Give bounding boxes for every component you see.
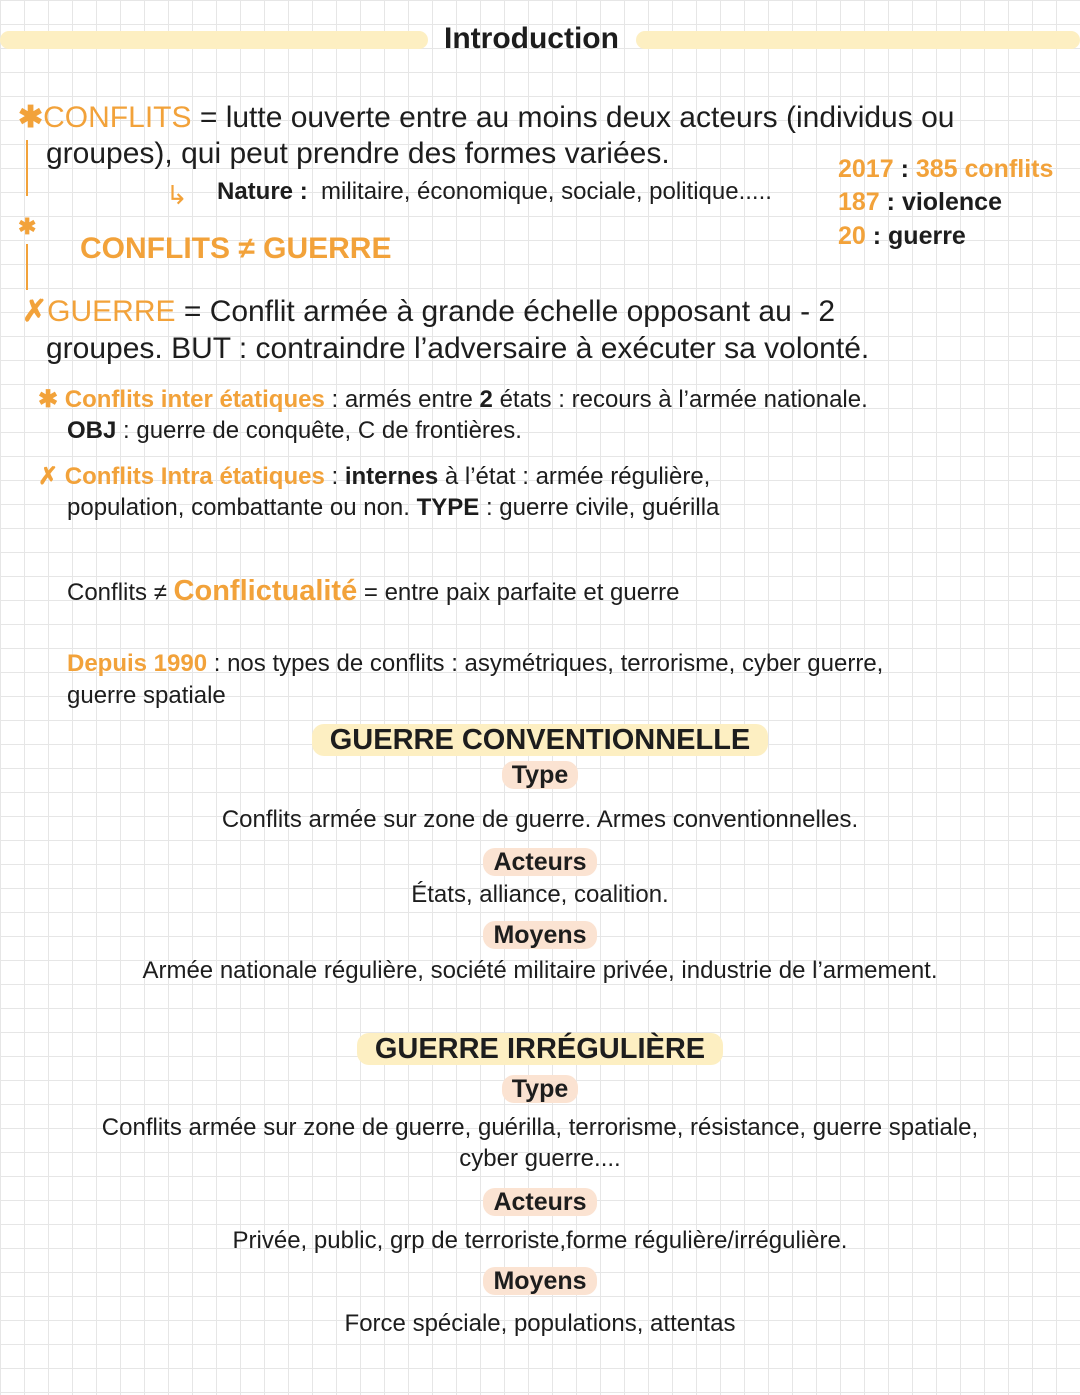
irreguliere-moyens-row <box>0 1267 1080 1296</box>
depuis-line1: Depuis 1990 : nos types de conflits : asymétriques, terrorisme, cyber guerre, <box>67 650 884 677</box>
asterisk-icon: ✗ <box>22 295 48 328</box>
asterisk-icon: ✱ <box>18 101 44 134</box>
star-icon: ✱ <box>18 214 37 239</box>
conflits-ne-guerre: CONFLITS ≠ GUERRE <box>80 232 392 265</box>
conflits-def-line2: groupes), qui peut prendre des formes variées. <box>46 137 670 170</box>
intra-line2: population, combattante ou non. TYPE : guerre civile, guérilla <box>67 494 720 521</box>
margin-line-bottom <box>26 244 28 290</box>
stat-2017: 2017 : 385 conflits <box>838 155 1054 183</box>
depuis-line2: guerre spatiale <box>67 682 226 709</box>
irreguliere-type-row <box>0 1075 1080 1104</box>
type-heading: Type <box>502 761 579 789</box>
asterisk-icon: ✱ <box>38 386 59 413</box>
conflits-def-line1: ✱CONFLITS = lutte ouverte entre au moins deux acteurs (individus ou <box>18 101 955 134</box>
inter-line1: ✱ Conflits inter étatiques : armés entre 2 états : recours à l’armée nationale. <box>38 386 868 413</box>
moyens-heading: Moyens <box>483 921 596 949</box>
conflits-term: CONFLITS <box>43 101 192 134</box>
section-title-conventionnelle: GUERRE CONVENTIONNELLE <box>312 724 769 756</box>
irreguliere-acteurs-row <box>0 1188 1080 1217</box>
conflictualite-line: Conflits ≠ Conflictualité = entre paix parfaite et guerre <box>67 575 680 607</box>
acteurs-heading: Acteurs <box>483 1188 596 1216</box>
conventionnelle-acteurs-text: États, alliance, coalition. <box>411 881 669 908</box>
header-highlight-left <box>0 31 428 49</box>
irreguliere-acteurs-text: Privée, public, grp de terroriste,forme régulière/irrégulière. <box>232 1227 848 1254</box>
conflits-def: lutte ouverte entre au moins deux acteurs (individus ou <box>225 101 955 134</box>
conventionnelle-type-text: Conflits armée sur zone de guerre. Armes conventionnelles. <box>221 806 859 833</box>
irreguliere-type-text2: cyber guerre.... <box>459 1145 621 1172</box>
irreguliere-type-text1: Conflits armée sur zone de guerre, guérilla, terrorisme, résistance, guerre spatiale, <box>101 1114 979 1141</box>
stat-20: 20 : guerre <box>838 222 966 250</box>
inter-line2: OBJ : guerre de conquête, C de frontières. <box>67 417 522 444</box>
moyens-heading: Moyens <box>483 1267 596 1295</box>
nature-line: Nature : militaire, économique, sociale, politique..... <box>217 178 772 205</box>
margin-line-top <box>26 140 28 196</box>
acteurs-heading: Acteurs <box>483 848 596 876</box>
conventionnelle-type-row <box>0 761 1080 790</box>
guerre-term: GUERRE <box>47 295 176 328</box>
irreguliere-title-row <box>0 1033 1080 1066</box>
irreguliere-moyens-text: Force spéciale, populations, attentas <box>344 1310 736 1337</box>
arrow-icon: ↳ <box>166 180 188 210</box>
page-title: Introduction <box>444 22 619 55</box>
section-title-irreguliere: GUERRE IRRÉGULIÈRE <box>357 1033 723 1065</box>
guerre-def-line2: groupes. BUT : contraindre l’adversaire à exécuter sa volonté. <box>46 332 870 365</box>
header-highlight-right <box>636 31 1080 49</box>
guerre-def-line1: ✗GUERRE = Conflit armée à grande échelle opposant au - 2 <box>22 295 836 328</box>
intra-line1: ✗ Conflits Intra étatiques : internes à l’état : armée régulière, <box>38 463 711 490</box>
conventionnelle-moyens-row <box>0 921 1080 950</box>
asterisk-icon: ✗ <box>38 463 59 490</box>
stat-187: 187 : violence <box>838 188 1002 216</box>
conventionnelle-title-row <box>0 724 1080 757</box>
conventionnelle-moyens-text: Armée nationale régulière, société militaire privée, industrie de l’armement. <box>142 957 938 984</box>
conventionnelle-acteurs-row <box>0 848 1080 877</box>
type-heading: Type <box>502 1075 579 1103</box>
